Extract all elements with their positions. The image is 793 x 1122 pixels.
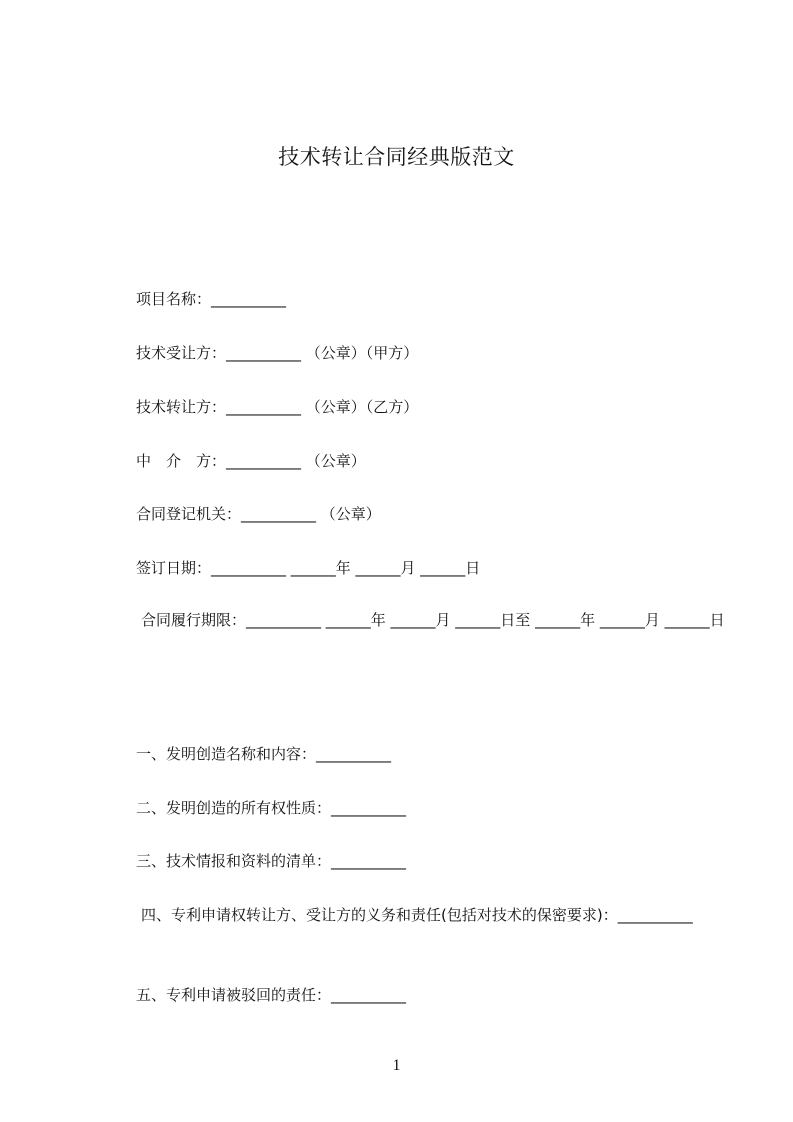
field-project-name: 项目名称：__________ <box>136 290 287 308</box>
document-title: 技术转让合同经典版范文 <box>278 145 515 169</box>
clause-4: 四、专利申请权转让方、受让方的义务和责任(包括对技术的保密要求)：__________ <box>141 906 693 924</box>
field-transferee: 技术受让方：__________ （公章）（甲方） <box>136 344 419 362</box>
clause-2: 二、发明创造的所有权性质：__________ <box>136 799 407 817</box>
clause-3: 三、技术情报和资料的清单：__________ <box>136 852 407 870</box>
field-transferor: 技术转让方：__________ （公章）（乙方） <box>136 398 419 416</box>
field-signing-date: 签订日期：__________ ______年 ______月 ______日 <box>136 559 481 577</box>
clause-1: 一、发明创造名称和内容：__________ <box>136 745 392 763</box>
page-number: 1 <box>392 1057 401 1074</box>
field-registration-authority: 合同登记机关：__________ （公章） <box>136 505 381 523</box>
field-intermediary: 中 介 方：__________ （公章） <box>136 452 366 470</box>
field-performance-period: 合同履行期限：__________ ______年 ______月 ______日至 ______年 ______月 ______日 <box>141 611 725 629</box>
clause-5: 五、专利申请被驳回的责任：__________ <box>136 986 407 1004</box>
